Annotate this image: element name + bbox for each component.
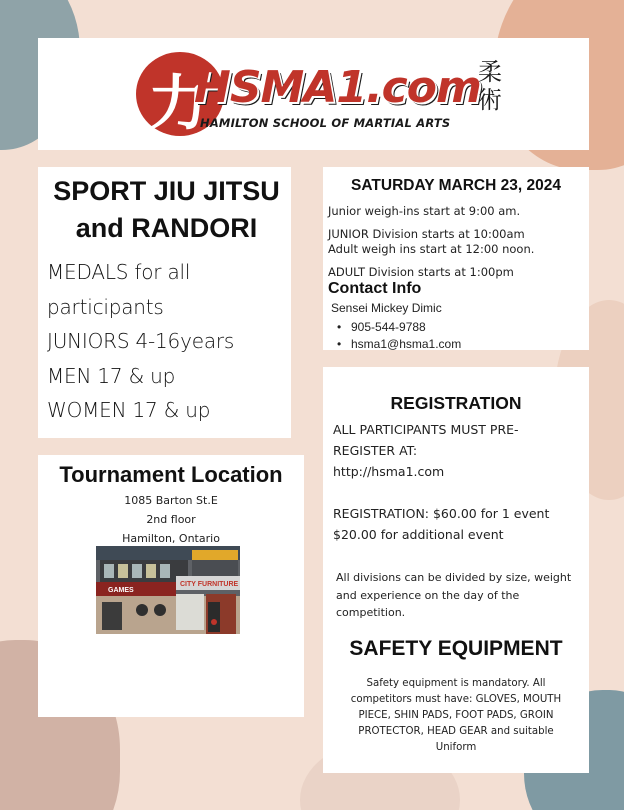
phone-text: 905-544-9788: [351, 320, 426, 334]
registration-link[interactable]: http://hsma1.com: [333, 464, 445, 479]
schedule-lines: [328, 204, 586, 280]
address-line: 2nd floor: [146, 513, 196, 526]
storefront-photo: [96, 546, 240, 634]
location-title: Tournament Location: [59, 462, 283, 487]
division-note: All divisions can be divided by size, weight and experience on the day of the competition.: [336, 571, 572, 619]
registration-card: [323, 367, 589, 773]
address-line: 1085 Barton St.E: [124, 494, 218, 507]
storefront-image: [96, 546, 240, 634]
sport-list: [47, 255, 287, 428]
fee-line: $20.00 for additional event: [333, 527, 504, 542]
storefront-sign: GAMES: [108, 587, 134, 594]
address-line: Hamilton, Ontario: [122, 532, 220, 545]
contact-phone: [337, 319, 461, 336]
logo-wordmark: HSMA1.com: [194, 62, 481, 113]
email-text[interactable]: hsma1@hsma1.com: [351, 337, 462, 351]
location-card: [38, 455, 304, 717]
header-card: [38, 38, 589, 150]
event-date: SATURDAY MARCH 23, 2024: [351, 177, 561, 194]
logo-subtitle: HAMILTON SCHOOL OF MARTIAL ARTS: [200, 116, 451, 130]
logo-glyph: 力: [148, 69, 208, 139]
sport-card: [38, 167, 291, 438]
contact-name: Sensei Mickey Dimic: [331, 301, 442, 315]
registration-line: ALL PARTICIPANTS MUST PRE-: [333, 422, 519, 437]
safety-title: SAFETY EQUIPMENT: [349, 637, 563, 660]
logo-kanji: 柔術: [478, 58, 502, 114]
sport-item: MEN 17 & up: [47, 363, 176, 388]
bullet-icon: •: [337, 337, 342, 351]
contact-email[interactable]: [337, 336, 461, 353]
registration-fees: [333, 503, 585, 545]
fee-line: REGISTRATION: $60.00 for 1 event: [333, 506, 550, 521]
registration-title: REGISTRATION: [390, 393, 522, 413]
registration-line: REGISTER AT:: [333, 443, 418, 458]
sport-title: SPORT JIU JITSU and RANDORI: [53, 176, 280, 243]
schedule-line: ADULT Division starts at 1:00pm: [328, 264, 514, 279]
schedule-card: [323, 167, 589, 350]
sport-item: WOMEN 17 & up: [47, 398, 211, 422]
registration-info: [333, 419, 583, 482]
sport-item: participants: [47, 294, 164, 319]
bullet-icon: •: [337, 320, 342, 334]
schedule-line: Junior weigh-ins start at 9:00 am.: [328, 204, 521, 218]
contact-title: Contact Info: [328, 280, 422, 297]
contact-list: [337, 319, 461, 353]
safety-text: Safety equipment is mandatory. All competitors must have: GLOVES, MOUTH PIECE, SHIN PADS, FOOT PADS, GROIN PROTECTOR, HEAD GEAR and suitable Uniform: [350, 678, 562, 753]
schedule-line: Adult weigh ins start at 12:00 noon.: [328, 242, 535, 256]
storefront-sign: CITY FURNITURE: [180, 581, 239, 588]
sport-item: MEDALS for all: [47, 260, 191, 284]
hsma-logo: [136, 52, 516, 139]
sport-item: JUNIORS 4-16years: [47, 329, 235, 353]
schedule-line: JUNIOR Division starts at 10:00am: [328, 226, 525, 241]
